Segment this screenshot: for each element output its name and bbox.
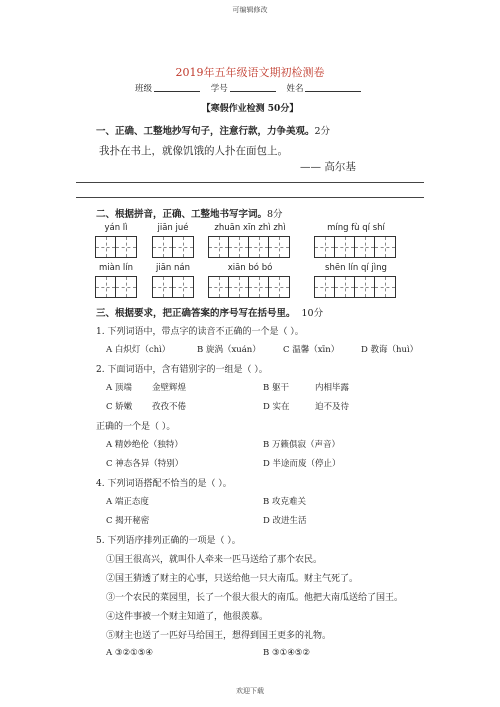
char-grid-mingfuqishi[interactable] — [314, 236, 396, 258]
pinyin-xianbobo: xiān bó bó — [227, 263, 273, 273]
pinyin-jianjue: jiān jué — [157, 223, 189, 233]
quote-author: —— 高尔基 — [300, 161, 356, 173]
q2-option-a-word: 金壁辉煌 — [152, 383, 187, 393]
char-cell[interactable] — [229, 237, 249, 257]
char-cell[interactable] — [375, 237, 395, 257]
page-title: 2019年五年级语文期初检测卷 — [175, 66, 325, 79]
class-label: 班级 — [135, 84, 153, 94]
pinyin-jiannan: jiān nán — [155, 263, 190, 273]
char-cell[interactable] — [315, 237, 335, 257]
char-cell[interactable] — [269, 237, 289, 257]
char-grid-yanli[interactable] — [95, 236, 137, 258]
q1-option-a: A 白炽灯（chì） — [106, 345, 171, 355]
char-grid-shenlinqijing[interactable] — [314, 276, 396, 298]
section3-heading-text: 三、根据要求，把正确答案的序号写在括号里。 — [96, 308, 296, 319]
char-cell[interactable] — [355, 277, 375, 297]
q5-sentence-4: ④这件事被一个财主知道了，他很羡慕。 — [106, 612, 269, 622]
q3-option-c: C 神态各异（特别） — [106, 459, 184, 469]
char-cell[interactable] — [335, 277, 355, 297]
q5-option-b: B ③①④⑤② — [263, 648, 311, 658]
writing-line-2[interactable] — [76, 197, 424, 198]
q3-option-d: D 半途而废（停止） — [263, 459, 341, 469]
char-grid-mianlin[interactable] — [95, 276, 137, 298]
question-4: 4. 下列词语搭配不恰当的是（ ）。 — [96, 479, 232, 489]
char-cell[interactable] — [209, 237, 229, 257]
name-blank[interactable] — [305, 83, 361, 92]
q2-option-c-label: C 娇嫩 — [106, 402, 133, 412]
char-cell[interactable] — [315, 277, 335, 297]
char-grid-zhuanxinzhizhi[interactable] — [208, 236, 290, 258]
q1-option-b: B 旋涡（xuán） — [197, 345, 261, 355]
q2-option-a-label: A 顶端 — [106, 383, 132, 393]
q4-option-b: B 攻克难关 — [263, 497, 306, 507]
q2-option-d-label: D 实在 — [263, 402, 290, 412]
pinyin-zhuanxinzhizhi: zhuān xīn zhì zhì — [214, 223, 286, 233]
number-label: 学号 — [210, 84, 228, 94]
section1-heading-text: 一、正确、工整地抄写句子，注意行款，力争美观。 — [96, 126, 315, 137]
char-grid-xianbobo[interactable] — [208, 276, 290, 298]
q4-option-c: C 揭开秘密 — [106, 516, 150, 526]
q3-option-b: B 万籁俱寂（声音） — [263, 440, 340, 450]
question-2: 2. 下面词语中，含有错别字的一组是（ ）。 — [96, 365, 268, 375]
q5-sentence-5: ⑤财主也送了一匹好马给国王，想得到国王更多的礼物。 — [106, 631, 332, 641]
q5-sentence-1: ①国王很高兴，就叫仆人牵来一匹马送给了那个农民。 — [106, 555, 323, 565]
pinyin-shenlinqijing: shēn lín qí jìng — [325, 263, 387, 273]
header-watermark: 可编辑修改 — [232, 6, 268, 14]
char-cell[interactable] — [249, 277, 269, 297]
section1-heading — [96, 123, 330, 137]
char-cell[interactable] — [96, 277, 116, 297]
q2-option-b-label: B 躯干 — [263, 383, 289, 393]
class-blank[interactable] — [154, 83, 200, 92]
char-cell[interactable] — [153, 237, 173, 257]
pinyin-yanli: yán lì — [104, 223, 128, 233]
section2-heading — [96, 206, 283, 220]
number-blank[interactable] — [230, 83, 276, 92]
q4-option-a: A 端正态度 — [106, 497, 149, 507]
name-label: 姓名 — [286, 84, 304, 94]
q5-sentence-3: ③一个农民的菜园里，长了一个很大很大的南瓜。他把大南瓜送给了国王。 — [106, 593, 404, 603]
char-cell[interactable] — [96, 237, 116, 257]
char-cell[interactable] — [355, 237, 375, 257]
writing-line-1[interactable] — [76, 182, 424, 183]
section2-heading-text: 二、根据拼音，正确、工整地书写字词。 — [96, 209, 268, 220]
char-cell[interactable] — [249, 237, 269, 257]
char-cell[interactable] — [173, 277, 193, 297]
pinyin-mianlin: miàn lín — [98, 263, 134, 273]
subtitle: 【寒假作业检测 50分】 — [201, 104, 299, 114]
footer-watermark: 欢迎下载 — [236, 687, 264, 695]
quote-sentence: 我扑在书上，就像饥饿的人扑在面包上。 — [99, 145, 288, 157]
char-cell[interactable] — [153, 277, 173, 297]
char-grid-jiannan[interactable] — [152, 276, 194, 298]
char-cell[interactable] — [116, 237, 136, 257]
char-cell[interactable] — [229, 277, 249, 297]
section3-heading — [96, 305, 323, 319]
q5-sentence-2: ②国王猜透了财主的心事，只送给他一只大南瓜。财主气死了。 — [106, 574, 359, 584]
q5-option-a: A ③②①⑤④ — [106, 648, 153, 658]
q1-option-c: C 温馨（xīn） — [283, 345, 340, 355]
question-5: 5. 下列语序排列正确的一项是（ ）。 — [96, 536, 241, 546]
char-cell[interactable] — [335, 237, 355, 257]
student-info-row — [135, 82, 369, 94]
section3-score: 10分 — [301, 308, 324, 319]
section1-score: 2分 — [314, 126, 331, 137]
q3-option-a: A 精妙绝伦（独特） — [106, 440, 183, 450]
q4-option-d: D 改进生活 — [263, 516, 307, 526]
char-cell[interactable] — [116, 277, 136, 297]
char-grid-jianjue[interactable] — [152, 236, 194, 258]
char-cell[interactable] — [269, 277, 289, 297]
q2-option-b-word: 内相毕露 — [315, 383, 350, 393]
char-cell[interactable] — [173, 237, 193, 257]
section2-score: 8分 — [267, 209, 283, 220]
question-3: 正确的一个是（ ）。 — [96, 422, 176, 432]
q1-option-d: D 教诲（huì） — [361, 345, 419, 355]
char-cell[interactable] — [375, 277, 395, 297]
q2-option-d-word: 迫不及待 — [315, 402, 350, 412]
q2-option-c-word: 孜孜不倦 — [152, 402, 187, 412]
pinyin-mingfuqishi: míng fù qí shí — [327, 223, 385, 233]
char-cell[interactable] — [209, 277, 229, 297]
question-1: 1. 下列词语中，带点字的读音不正确的一个是（ ）。 — [96, 327, 304, 337]
